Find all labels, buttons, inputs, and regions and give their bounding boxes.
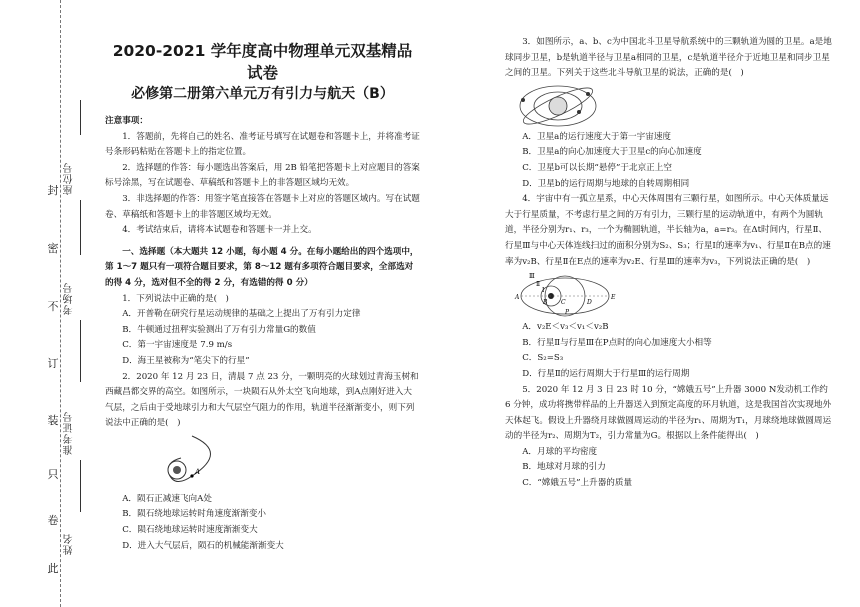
binding-char: 不: [47, 300, 59, 313]
question-stem: 3．如图所示，a、b、c为中国北斗卫星导航系统中的三颗轨道为圆的卫星。a是地球同步卫星，b是轨道半径与卫星a相同的卫星，c是轨道半径介于近地卫星和同步卫星之间的卫星。下列关于这些北斗导航卫星的说法，正确的是( ): [505, 37, 832, 79]
figure-label: E: [611, 294, 616, 302]
section-heading: 一、选择题（本大题共 12 小题，每小题 4 分。在每小题给出的四个选项中，第 1～7 题只有一项符合题目要求，第 8～12 题有多项符合题目要求，全部选对的得 4 分，选对但不全的得 2 分，有选错的得 0 分）: [105, 246, 419, 288]
page-subtitle: 必修第二册第六单元万有引力与航天（B）: [131, 86, 394, 102]
binding-char: 卷: [47, 514, 59, 527]
question-option[interactable]: D．进入大气层后，陨石的机械能渐渐变大: [122, 540, 284, 551]
notice-item: 1．答题前，先将自己的姓名、准考证号填写在试题卷和答题卡上，并将准考证号条形码粘贴在答题卡上的指定位置。: [105, 131, 420, 158]
notice-heading: 注意事项：: [105, 116, 148, 126]
binding-dashed-line: [60, 0, 61, 607]
figure-label: P: [565, 309, 570, 317]
question-option[interactable]: C．“嫦娥五号”上升器的质量: [522, 478, 633, 489]
question-option[interactable]: A．v₂E＜v₃＜v₁＜v₂B: [522, 322, 609, 333]
satellite-icon: [577, 110, 581, 114]
earth-icon: [549, 97, 567, 115]
binding-margin: [0, 0, 100, 607]
planet-orbits-figure: [513, 270, 623, 320]
question-option[interactable]: C．卫星b可以长期“悬停”于北京正上空: [522, 162, 672, 173]
question-option[interactable]: B．行星Ⅱ与行星Ⅲ在P点时的向心加速度大小相等: [522, 337, 712, 348]
notice-item: 4．考试结束后，请将本试题卷和答题卡一并上交。: [122, 225, 317, 236]
question-option[interactable]: B．牛顿通过扭秤实验测出了万有引力常量G的数值: [122, 324, 316, 335]
binding-char: 封: [47, 184, 59, 197]
question-option[interactable]: C．S₂=S₃: [522, 353, 564, 364]
question-option[interactable]: A．卫星a的运行速度大于第一宇宙速度: [522, 131, 672, 142]
figure-label: D: [587, 299, 592, 307]
name-field[interactable]: [80, 460, 81, 512]
figure-label: Ⅲ: [529, 273, 535, 281]
question-stem: 4．宇宙中有一孤立星系，中心天体周围有三颗行星，如图所示。中心天体质量远大于行星质量，不考虑行星之间的万有引力，三颗行星的运动轨道中，有两个为圆轨道，半径分别为r₁、r₃，一个为椭圆轨道，半长轴为a，a=r₃。在Δt时间内，行星Ⅱ、行星Ⅲ与中心天体连线扫过的面积分别为S₂、S₃；行星Ⅰ的速率为v₁、行星Ⅱ在B点的速率为v₂B、行星Ⅱ在E点的速率为v₂E、行星Ⅲ的速率为v₃，下列说法正确的是( ): [505, 194, 831, 267]
question-option[interactable]: B．陨石绕地球运转时角速度渐渐变小: [122, 509, 267, 520]
question-option[interactable]: B．地球对月球的引力: [522, 462, 606, 473]
question-stem: 5．2020 年 12 月 3 日 23 时 10 分，“嫦娥五号”上升器 3000 N发动机工作约 6 分钟，成功将携带样品的上升器送入到预定高度的环月轨道，这是我国首次实现地外天体起飞。假设上升器绕月球做圆周运动的半径为r₁、周期为T₁，月球绕地球做圆周运动的半径为r₂、周期为T₂，引力常量为G。根据以上条件能得出( ): [505, 384, 832, 442]
exam-room-label: 考场号: [64, 282, 75, 315]
question-option[interactable]: C．第一宇宙速度是 7.9 m/s: [122, 340, 233, 351]
right-column: [505, 0, 835, 492]
binding-char: 只: [47, 468, 59, 481]
satellite-icon: [586, 92, 590, 96]
binding-char: 订: [47, 357, 59, 370]
admission-number-label: 准考证号: [64, 411, 75, 455]
seat-number-label: 座位号: [64, 162, 75, 195]
seat-number-field[interactable]: [80, 100, 81, 135]
notice-item: 2．选择题的作答：每小题选出答案后，用 2B 铅笔把答题卡上对应题目的答案标号涂黑，写在试题卷、草稿纸和答题卡上的非答题区域均无效。: [105, 162, 420, 189]
figure-label: Ⅰ: [542, 287, 545, 295]
question-stem: 1．下列说法中正确的是( ): [122, 293, 229, 304]
exam-room-field[interactable]: [80, 200, 81, 255]
figure-label: Ⅱ: [536, 281, 541, 289]
binding-char: 密: [47, 242, 59, 255]
left-column: [105, 0, 420, 554]
satellite-orbits-figure: [513, 82, 603, 130]
question-option[interactable]: A．开普勒在研究行星运动规律的基础之上提出了万有引力定律: [122, 309, 361, 320]
figure-label: A: [515, 294, 520, 302]
figure-label: C: [561, 299, 566, 307]
binding-char: 此: [47, 562, 59, 575]
question-option[interactable]: D．海王星被称为“笔尖下的行星”: [122, 355, 250, 366]
question-option[interactable]: D．行星Ⅱ的运行周期大于行星Ⅲ的运行周期: [522, 368, 690, 379]
question-option[interactable]: C．陨石绕地球运转时速度渐渐变大: [122, 525, 258, 536]
notice-item: 3．非选择题的作答：用签字笔直接答在答题卡上对应的答题区域内。写在试题卷、草稿纸和答题卡上的非答题区域均无效。: [105, 193, 420, 220]
page-title: 2020-2021 学年度高中物理单元双基精品试卷: [112, 42, 413, 82]
figure-point-label: A: [195, 467, 201, 476]
question-stem: 2．2020 年 12 月 23 日，清晨 7 点 23 分，一颗明亮的火球划过青海玉树和西藏昌都交界的高空。如图所示，一块陨石从外太空飞向地球，到A点刚好进入大气层，之后由于受地球引力和大气层空气阻力的作用，轨道半径渐渐变小，则下列说法中正确的是( ): [105, 371, 419, 429]
meteorite-orbit-figure: [137, 432, 257, 492]
question-option[interactable]: B．卫星a的向心加速度大于卫星c的向心加速度: [522, 147, 702, 158]
question-option[interactable]: D．卫星b的运行周期与地球的自转周期相同: [522, 178, 690, 189]
admission-number-field[interactable]: [80, 320, 81, 382]
binding-char: 装: [47, 414, 59, 427]
satellite-icon: [521, 98, 525, 102]
name-label: 姓名: [64, 533, 75, 555]
figure-label: B: [543, 299, 548, 307]
question-option[interactable]: A．陨石正减速飞向A处: [122, 493, 212, 504]
question-option[interactable]: A．月球的平均密度: [522, 446, 598, 457]
